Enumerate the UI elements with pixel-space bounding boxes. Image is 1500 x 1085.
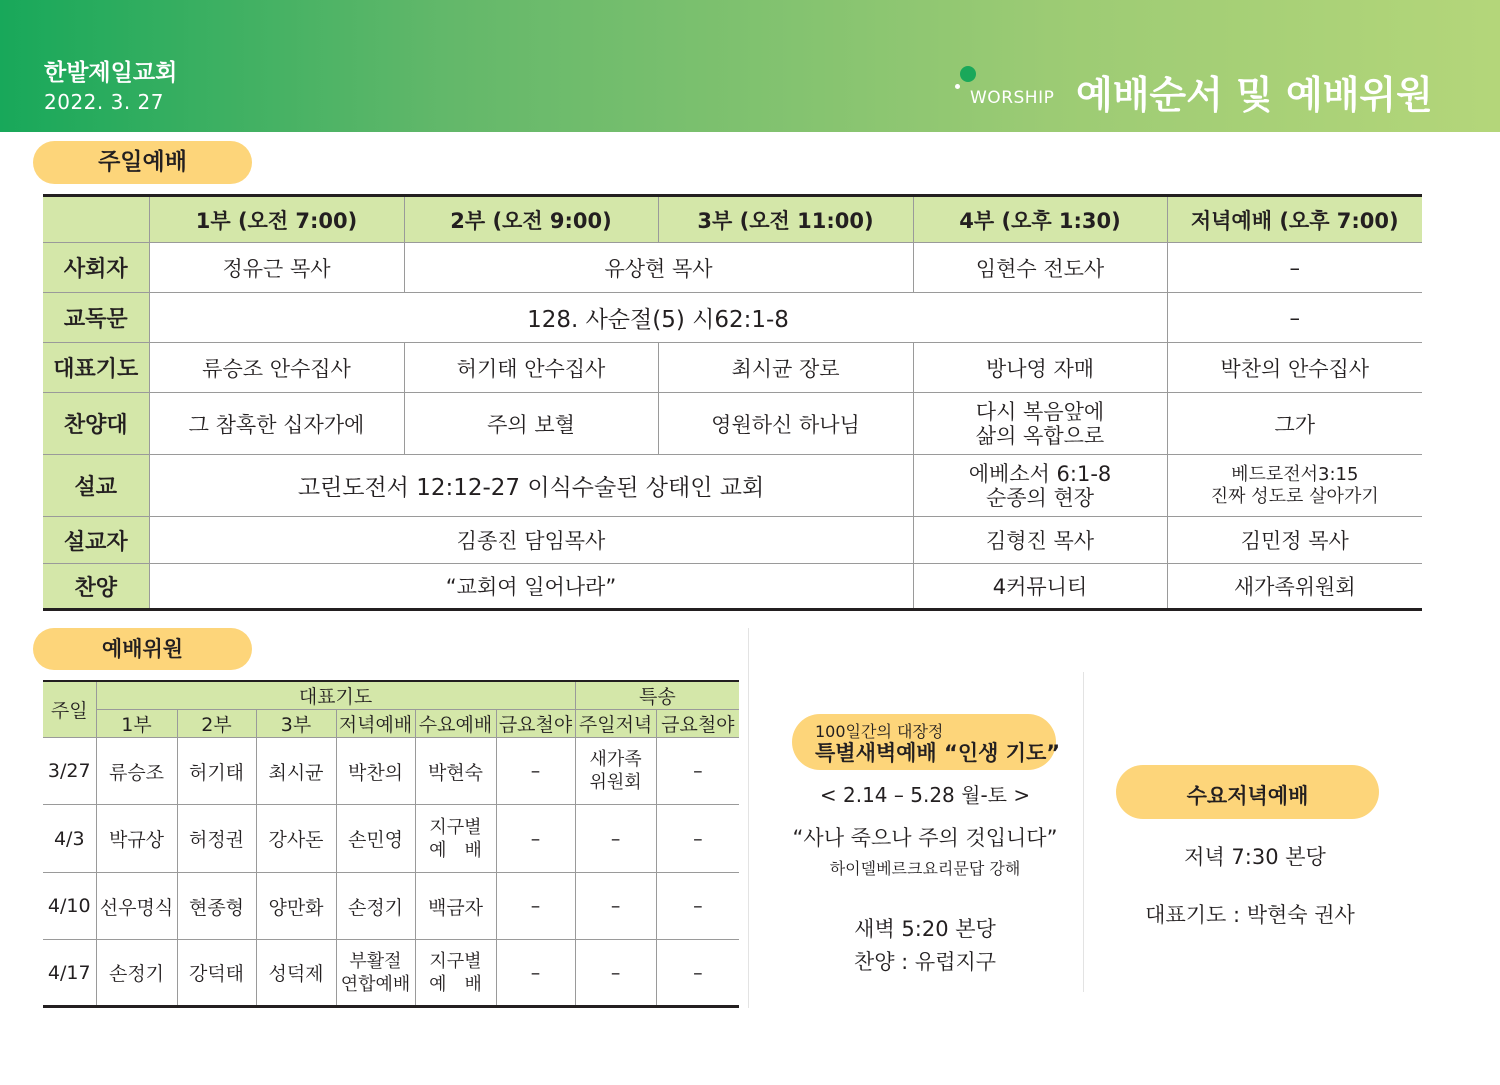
page-title: 예배순서 및 예배위원 (1076, 73, 1433, 117)
dawn-subtitle: 100일간의 대장정 (815, 722, 944, 741)
cell-line: 지구별 (429, 950, 482, 972)
table-cell: 주의 보혈 (404, 393, 658, 455)
table-row (43, 343, 1422, 393)
column-header: 1부 (오전 7:00) (149, 196, 404, 243)
small-dot-icon (955, 84, 960, 89)
divider (748, 628, 749, 1008)
committee-section-label: 예배위원 (33, 628, 252, 670)
sunday-worship-table (43, 194, 1422, 611)
column-header: 대표기도 (96, 681, 575, 710)
table-subheader-row (43, 710, 739, 738)
table-cell: – (656, 738, 739, 805)
table-header-row (43, 681, 739, 710)
committee-table (43, 680, 739, 1008)
cell-line: 진짜 성도로 살아가기 (1210, 485, 1379, 507)
table-cell: 백금자 (415, 873, 496, 940)
table-cell (1167, 455, 1422, 517)
table-cell: – (496, 940, 575, 1007)
table-cell: 임현수 전도사 (913, 243, 1167, 293)
table-cell: 강덕태 (177, 940, 256, 1007)
table-cell: “교회여 일어나라” (149, 564, 913, 610)
dawn-title: 특별새벽예배 “인생 기도” (815, 741, 1061, 765)
table-row (43, 564, 1422, 610)
dawn-theme: “사나 죽으나 주의 것입니다” (792, 826, 1058, 850)
table-row (43, 873, 739, 940)
cell-line: 예 배 (429, 839, 482, 861)
bulletin-date: 2022. 3. 27 (44, 90, 165, 114)
table-cell: 선우명식 (96, 873, 177, 940)
table-row (43, 940, 739, 1007)
table-cell: 성덕제 (256, 940, 336, 1007)
row-header: 사회자 (43, 243, 149, 293)
row-header: 설교 (43, 455, 149, 517)
header-banner (0, 0, 1500, 132)
table-cell: 박찬의 (336, 738, 415, 805)
table-cell: – (1167, 293, 1422, 343)
table-cell (913, 455, 1167, 517)
table-cell: 영원하신 하나님 (658, 393, 913, 455)
table-cell: 최시균 (256, 738, 336, 805)
table-row (43, 517, 1422, 564)
table-cell: 손정기 (336, 873, 415, 940)
table-row (43, 293, 1422, 343)
column-header: 주일 (43, 681, 96, 738)
column-header: 수요예배 (415, 710, 496, 738)
table-cell (575, 738, 656, 805)
table-row (43, 805, 739, 873)
cell-line: 다시 복음앞에 (975, 399, 1105, 424)
table-cell (415, 805, 496, 873)
table-cell: 128. 사순절(5) 시62:1-8 (149, 293, 1167, 343)
column-header: 주일저녁 (575, 710, 656, 738)
date-cell: 3/27 (43, 738, 96, 805)
table-cell: 정유근 목사 (149, 243, 404, 293)
corner-cell (43, 196, 149, 243)
table-cell (415, 940, 496, 1007)
cell-line: 순종의 현장 (985, 485, 1095, 510)
cell-line: 예 배 (429, 973, 482, 995)
table-row (43, 243, 1422, 293)
dawn-praise: 찬양 : 유럽지구 (853, 950, 997, 974)
cell-line: 지구별 (429, 816, 482, 838)
table-cell: 류승조 (96, 738, 177, 805)
cell-line: 삶의 옥합으로 (975, 423, 1105, 448)
table-cell: 김종진 담임목사 (149, 517, 913, 564)
column-header: 3부 (오전 11:00) (658, 196, 913, 243)
table-cell: 김민정 목사 (1167, 517, 1422, 564)
table-cell: 허기태 안수집사 (404, 343, 658, 393)
column-header: 3부 (256, 710, 336, 738)
table-row (43, 738, 739, 805)
table-cell: – (575, 940, 656, 1007)
table-cell: – (496, 805, 575, 873)
table-cell: 박현숙 (415, 738, 496, 805)
table-cell: 방나영 자매 (913, 343, 1167, 393)
cell-line: 베드로전서3:15 (1231, 463, 1359, 485)
row-header: 설교자 (43, 517, 149, 564)
church-name: 한밭제일교회 (44, 60, 178, 86)
table-cell: 그가 (1167, 393, 1422, 455)
table-cell: 허정권 (177, 805, 256, 873)
table-row (43, 455, 1422, 517)
worship-label-en: WORSHIP (970, 88, 1055, 108)
sunday-section-label: 주일예배 (33, 141, 252, 184)
table-cell: – (656, 873, 739, 940)
column-header: 금요철야 (656, 710, 739, 738)
table-cell: – (496, 738, 575, 805)
column-header: 4부 (오후 1:30) (913, 196, 1167, 243)
table-cell: 박규상 (96, 805, 177, 873)
table-cell: 박찬의 안수집사 (1167, 343, 1422, 393)
cell-line: 에베소서 6:1-8 (968, 461, 1112, 486)
cell-line: 위원회 (589, 772, 642, 793)
table-cell: 4커뮤니티 (913, 564, 1167, 610)
table-cell: 고린도전서 12:12-27 이식수술된 상태인 교회 (149, 455, 913, 517)
table-cell: – (575, 805, 656, 873)
dot-icon (960, 66, 976, 82)
cell-line: 새가족 (589, 749, 642, 770)
table-cell: 강사돈 (256, 805, 336, 873)
row-header: 찬양대 (43, 393, 149, 455)
table-cell (336, 940, 415, 1007)
cell-line: 부활절 (349, 950, 402, 972)
table-cell: 유상현 목사 (404, 243, 913, 293)
table-cell: – (656, 940, 739, 1007)
dawn-theme-sub: 하이델베르크요리문답 강해 (829, 859, 1021, 878)
table-cell: – (575, 873, 656, 940)
table-cell: – (496, 873, 575, 940)
column-header: 특송 (575, 681, 739, 710)
table-cell: 김형진 목사 (913, 517, 1167, 564)
table-cell: 손민영 (336, 805, 415, 873)
dawn-time: 새벽 5:20 본당 (854, 917, 996, 941)
column-header: 2부 (177, 710, 256, 738)
column-header: 2부 (오전 9:00) (404, 196, 658, 243)
column-header: 금요철야 (496, 710, 575, 738)
table-cell: 그 참혹한 십자가에 (149, 393, 404, 455)
table-cell: 허기태 (177, 738, 256, 805)
table-row (43, 393, 1422, 455)
table-cell: 류승조 안수집사 (149, 343, 404, 393)
wednesday-time: 저녁 7:30 본당 (1184, 845, 1326, 869)
table-cell: 양만화 (256, 873, 336, 940)
table-header-row (43, 196, 1422, 243)
table-cell: 손정기 (96, 940, 177, 1007)
table-cell: 현종형 (177, 873, 256, 940)
wednesday-prayer: 대표기도 : 박현숙 권사 (1145, 903, 1355, 927)
wednesday-title: 수요저녁예배 (1116, 765, 1379, 819)
table-cell (913, 393, 1167, 455)
row-header: 대표기도 (43, 343, 149, 393)
cell-line: 연합예배 (340, 973, 411, 995)
table-cell: – (656, 805, 739, 873)
column-header: 저녁예배 (336, 710, 415, 738)
row-header: 찬양 (43, 564, 149, 610)
column-header: 저녁예배 (오후 7:00) (1167, 196, 1422, 243)
table-cell: – (1167, 243, 1422, 293)
column-header: 1부 (96, 710, 177, 738)
date-cell: 4/3 (43, 805, 96, 873)
table-cell: 최시균 장로 (658, 343, 913, 393)
row-header: 교독문 (43, 293, 149, 343)
dawn-period: < 2.14 – 5.28 월-토 > (819, 783, 1031, 807)
table-cell: 새가족위원회 (1167, 564, 1422, 610)
date-cell: 4/10 (43, 873, 96, 940)
date-cell: 4/17 (47, 961, 91, 984)
